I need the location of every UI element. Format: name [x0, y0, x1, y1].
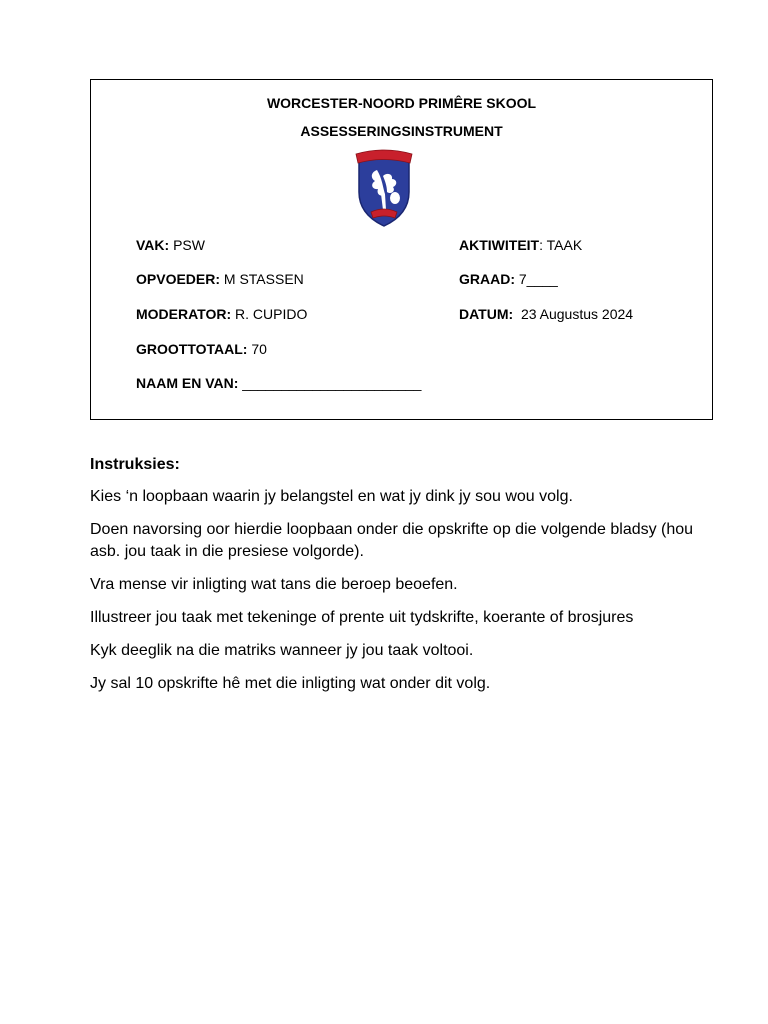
- field-moderator-label: MODERATOR:: [136, 306, 232, 322]
- instruction-item: Jy sal 10 opskrifte hê met die inligting wat onder dit volg.: [90, 675, 491, 692]
- field-vak: [136, 237, 205, 253]
- instruction-item: Doen navorsing oor hierdie loopbaan onder die opskrifte op die volgende bladsy (hou asb. jou taak in die presiese volgorde).: [90, 521, 694, 560]
- field-aktiwiteit-value: : TAAK: [539, 237, 583, 253]
- document-title: ASSESSERINGSINSTRUMENT: [300, 123, 503, 139]
- instruction-item: Vra mense vir inligting wat tans die beroep beoefen.: [90, 576, 458, 593]
- school-crest-icon: [353, 148, 415, 228]
- field-vak-label: VAK:: [136, 237, 170, 253]
- field-aktiwiteit: [459, 237, 582, 253]
- field-datum-value: 23 Augustus 2024: [513, 306, 634, 322]
- field-opvoeder-label: OPVOEDER:: [136, 271, 221, 287]
- instructions-heading: Instruksies:: [90, 456, 180, 473]
- header-box: [90, 79, 713, 420]
- school-name: WORCESTER-NOORD PRIMÊRE SKOOL: [266, 95, 537, 111]
- field-moderator: [136, 306, 307, 322]
- field-aktiwiteit-label: AKTIWITEIT: [459, 237, 540, 253]
- field-naam-en-van-label: NAAM EN VAN:: [136, 375, 239, 391]
- field-graad-label: GRAAD:: [459, 271, 515, 287]
- field-datum-label: DATUM:: [459, 306, 514, 322]
- field-opvoeder-value: M STASSEN: [220, 271, 304, 287]
- field-groottotaal: [136, 341, 267, 357]
- instructions-section: [90, 454, 710, 706]
- field-naam-en-van-value: _______________________: [238, 375, 422, 391]
- field-vak-value: PSW: [169, 237, 205, 253]
- field-moderator-value: R. CUPIDO: [231, 306, 308, 322]
- field-groottotaal-value: 70: [247, 341, 267, 357]
- field-graad: [459, 271, 558, 287]
- instruction-item: Illustreer jou taak met tekeninge of prente uit tydskrifte, koerante of brosjures: [90, 609, 634, 626]
- field-naam-en-van: [136, 375, 421, 391]
- field-graad-value: 7____: [515, 271, 558, 287]
- field-opvoeder: [136, 271, 304, 287]
- instruction-item: Kyk deeglik na die matriks wanneer jy jou taak voltooi.: [90, 642, 474, 659]
- field-datum: [459, 306, 633, 322]
- field-groottotaal-label: GROOTTOTAAL:: [136, 341, 248, 357]
- instruction-item: Kies ‘n loopbaan waarin jy belangstel en wat jy dink jy sou wou volg.: [90, 488, 573, 505]
